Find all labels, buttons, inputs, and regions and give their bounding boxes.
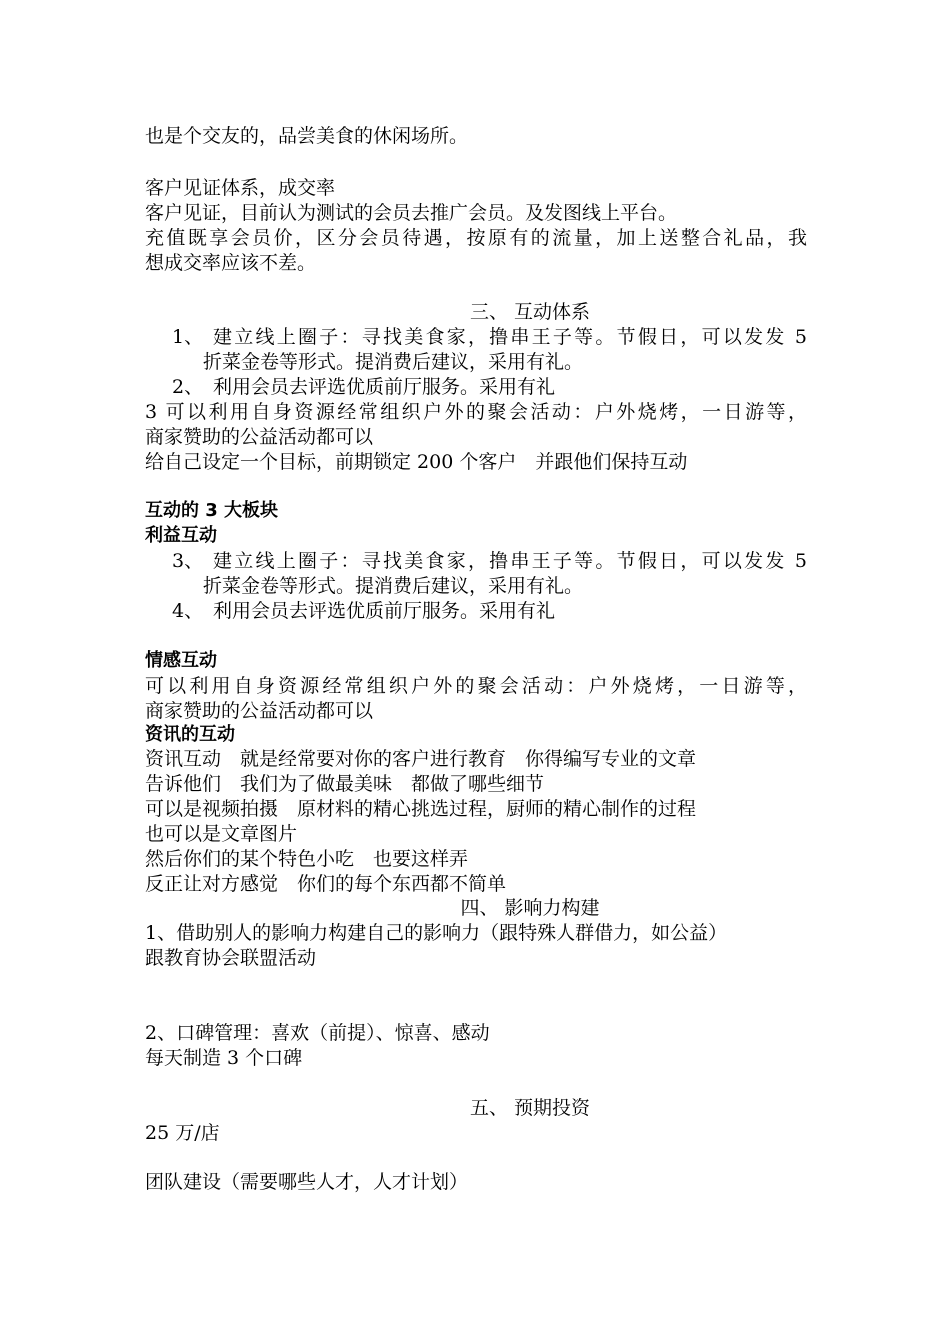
paragraph-line: 3 可以利用自身资源经常组织户外的聚会活动：户外烧烤，一日游等， bbox=[145, 401, 807, 423]
list-item-text: 建立线上圈子：寻找美食家，撸串王子等。节假日，可以发发 5 bbox=[213, 326, 807, 348]
list-item-number: 4、 bbox=[172, 600, 204, 622]
paragraph-line: 1、借助别人的影响力构建自己的影响力（跟特殊人群借力，如公益） bbox=[145, 922, 728, 944]
paragraph-line: 团队建设（需要哪些人才，人才计划） bbox=[145, 1171, 469, 1193]
list-item-continuation: 折菜金卷等形式。提消费后建议，采用有礼。 bbox=[203, 351, 584, 373]
paragraph-line: 客户见证，目前认为测试的会员去推广会员。及发图线上平台。 bbox=[145, 202, 678, 224]
list-item-number: 1、 bbox=[172, 326, 204, 348]
paragraph-line: 然后你们的某个特色小吃 也要这样弄 bbox=[145, 848, 469, 870]
list-item-continuation: 折菜金卷等形式。提消费后建议，采用有礼。 bbox=[203, 575, 584, 597]
paragraph-line: 给自己设定一个目标，前期锁定 200 个客户 并跟他们保持互动 bbox=[145, 451, 688, 473]
paragraph-line: 反正让对方感觉 你们的每个东西都不简单 bbox=[145, 873, 507, 895]
paragraph-line: 跟教育协会联盟活动 bbox=[145, 947, 317, 969]
paragraph-line: 告诉他们 我们为了做最美味 都做了哪些细节 bbox=[145, 773, 545, 795]
paragraph-line: 可以利用自身资源经常组织户外的聚会活动：户外烧烤，一日游等， bbox=[145, 675, 807, 697]
paragraph-line: 商家赞助的公益活动都可以 bbox=[145, 700, 374, 722]
paragraph-line: 也可以是文章图片 bbox=[145, 823, 298, 845]
subheading: 互动的 3 大板块 bbox=[145, 500, 279, 521]
paragraph-line: 每天制造 3 个口碑 bbox=[145, 1047, 303, 1069]
section-label: 客户见证体系，成交率 bbox=[145, 177, 336, 199]
paragraph-line: 资讯互动 就是经常要对你的客户进行教育 你得编写专业的文章 bbox=[145, 748, 697, 770]
list-item-text: 利用会员去评选优质前厅服务。采用有礼 bbox=[213, 600, 556, 622]
section-heading-4: 四、 影响力构建 bbox=[460, 897, 600, 919]
paragraph-line: 也是个交友的，品尝美食的休闲场所。 bbox=[145, 125, 469, 147]
paragraph-line: 想成交率应该不差。 bbox=[145, 252, 317, 274]
paragraph-line: 2、口碑管理：喜欢（前提）、惊喜、感动 bbox=[145, 1022, 490, 1044]
paragraph-line: 充值既享会员价，区分会员待遇，按原有的流量，加上送整合礼品，我 bbox=[145, 227, 807, 249]
subheading: 利益互动 bbox=[145, 525, 217, 546]
subheading: 资讯的互动 bbox=[145, 724, 235, 745]
section-heading-5: 五、 预期投资 bbox=[469, 1097, 591, 1119]
subheading: 情感互动 bbox=[145, 650, 217, 671]
paragraph-line: 可以是视频拍摄 原材料的精心挑选过程，厨师的精心制作的过程 bbox=[145, 798, 697, 820]
section-heading-3: 三、 互动体系 bbox=[469, 301, 591, 323]
list-item-text: 利用会员去评选优质前厅服务。采用有礼 bbox=[213, 376, 556, 398]
list-item-number: 3、 bbox=[172, 550, 204, 572]
paragraph-line: 商家赞助的公益活动都可以 bbox=[145, 426, 374, 448]
list-item-number: 2、 bbox=[172, 376, 204, 398]
paragraph-line: 25 万/店 bbox=[145, 1122, 220, 1144]
list-item-text: 建立线上圈子：寻找美食家，撸串王子等。节假日，可以发发 5 bbox=[213, 550, 807, 572]
